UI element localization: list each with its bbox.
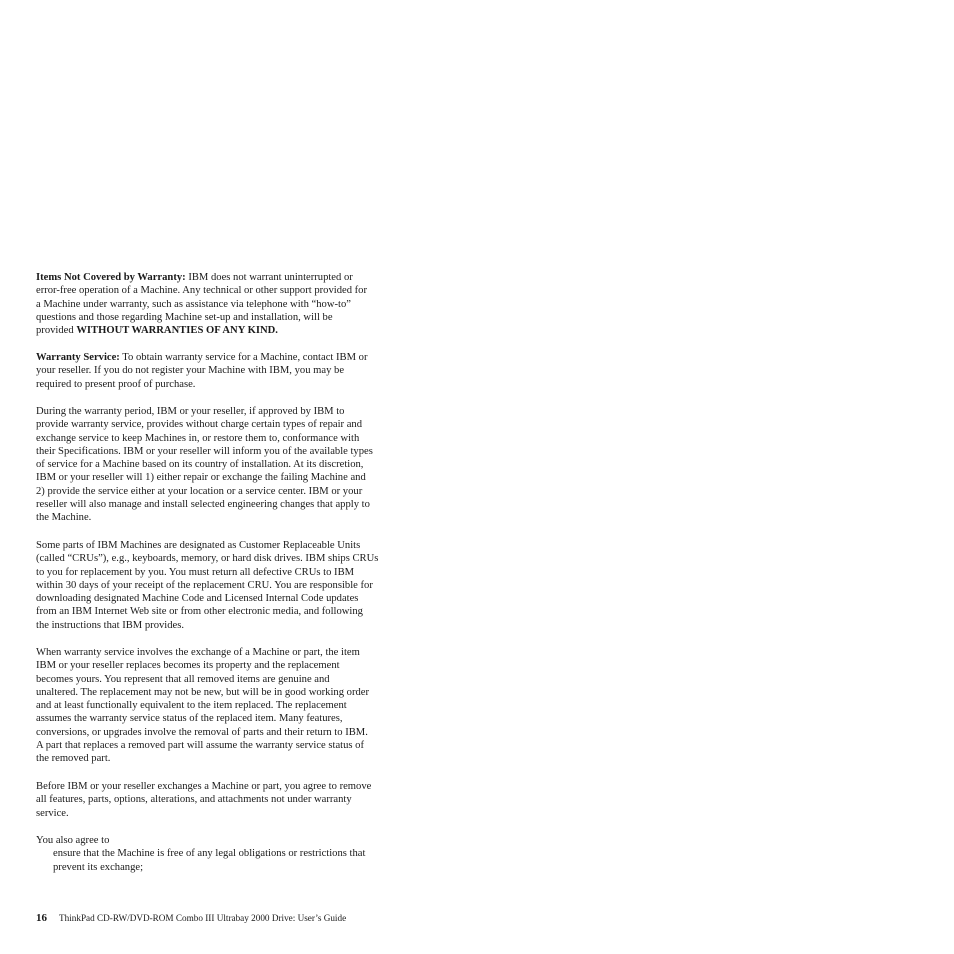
text-line: You also agree to [36,835,110,846]
page-footer [36,912,346,924]
text-line: the Machine. [36,512,92,524]
page-number: 16 [36,912,47,924]
text-line: exchange service to keep Machines in, or restore them to, conformance with [36,432,360,444]
text-line: to you for replacement by you. You must return all defective CRUs to IBM [36,566,355,578]
text-line: of service for a Machine based on its country of installation. At its discretion, [36,459,364,471]
text-line: Items Not Covered by Warranty: IBM does not warrant uninterrupted or [36,272,353,283]
text-line: Some parts of IBM Machines are designated as Customer Replaceable Units [36,540,361,551]
items-not-covered-label: Items Not Covered by Warranty: [36,272,186,283]
text-line: downloading designated Machine Code and Licensed Internal Code updates [36,593,359,605]
exchange-paragraph [36,646,436,766]
text-line: within 30 days of your receipt of the replacement CRU. You are responsible for [36,579,373,591]
text-line: Before IBM or your reseller exchanges a Machine or part, you agree to remove [36,781,372,792]
text-line: ensure that the Machine is free of any legal obligations or restrictions that [53,848,366,860]
text-line: becomes yours. You represent that all removed items are genuine and [36,673,330,685]
text-line: and at least functionally equivalent to the item replaced. The replacement [36,700,347,712]
text-line: required to present proof of purchase. [36,378,196,390]
items-not-covered-paragraph [36,271,436,337]
text-line: IBM or your reseller replaces becomes its property and the replacement [36,660,340,672]
text-line: provide warranty service, provides without charge certain types of repair and [36,419,363,431]
text-line: your reseller. If you do not register your Machine with IBM, you may be [36,365,345,377]
document-page [36,0,436,954]
text-line: When warranty service involves the exchange of a Machine or part, the item [36,647,360,658]
cru-paragraph [36,539,436,632]
text-line: conversions, or upgrades involve the removal of parts and their return to IBM. [36,726,368,738]
text-line: IBM or your reseller will 1) either repair or exchange the failing Machine and [36,472,366,484]
text-line: Warranty Service: To obtain warranty service for a Machine, contact IBM or [36,352,368,363]
text-line: reseller will also manage and install selected engineering changes that apply to [36,499,370,511]
text-line: error-free operation of a Machine. Any technical or other support provided for [36,285,368,297]
text-line: their Specifications. IBM or your reseller will inform you of the available types [36,445,373,457]
book-title: ThinkPad CD-RW/DVD-ROM Combo III Ultrabay 2000 Drive: User’s Guide [59,913,347,923]
text-line: A part that replaces a removed part will assume the warranty service status of [36,740,364,752]
text-line: assumes the warranty service status of the replaced item. Many features, [36,713,343,725]
text-line: all features, parts, options, alterations, and attachments not under warranty [36,794,352,806]
text-line: a Machine under warranty, such as assistance via telephone with “how-to” [36,298,351,310]
agreement-paragraph [36,834,436,874]
warranty-period-paragraph [36,405,436,525]
text-line: During the warranty period, IBM or your reseller, if approved by IBM to [36,406,345,417]
text-line: unaltered. The replacement may not be new, but will be in good working order [36,686,370,698]
text-line: the removed part. [36,753,111,765]
text-line: from an IBM Internet Web site or from other electronic media, and following [36,606,363,618]
text-line: (called “CRUs”), e.g., keyboards, memory, or hard disk drives. IBM ships CRUs [36,553,379,565]
text-line: the instructions that IBM provides. [36,619,185,631]
warranty-service-label: Warranty Service: [36,352,120,363]
text-line: prevent its exchange; [53,861,144,873]
text-line: questions and those regarding Machine set-up and installation, will be [36,311,333,323]
warranty-service-paragraph [36,351,436,391]
text-line: service. [36,807,69,819]
no-warranty-emphasis: WITHOUT WARRANTIES OF ANY KIND. [76,325,278,337]
before-exchange-paragraph [36,780,436,820]
text-line: provided WITHOUT WARRANTIES OF ANY KIND. [36,325,278,337]
text-line: 2) provide the service either at your location or a service center. IBM or your [36,485,363,497]
